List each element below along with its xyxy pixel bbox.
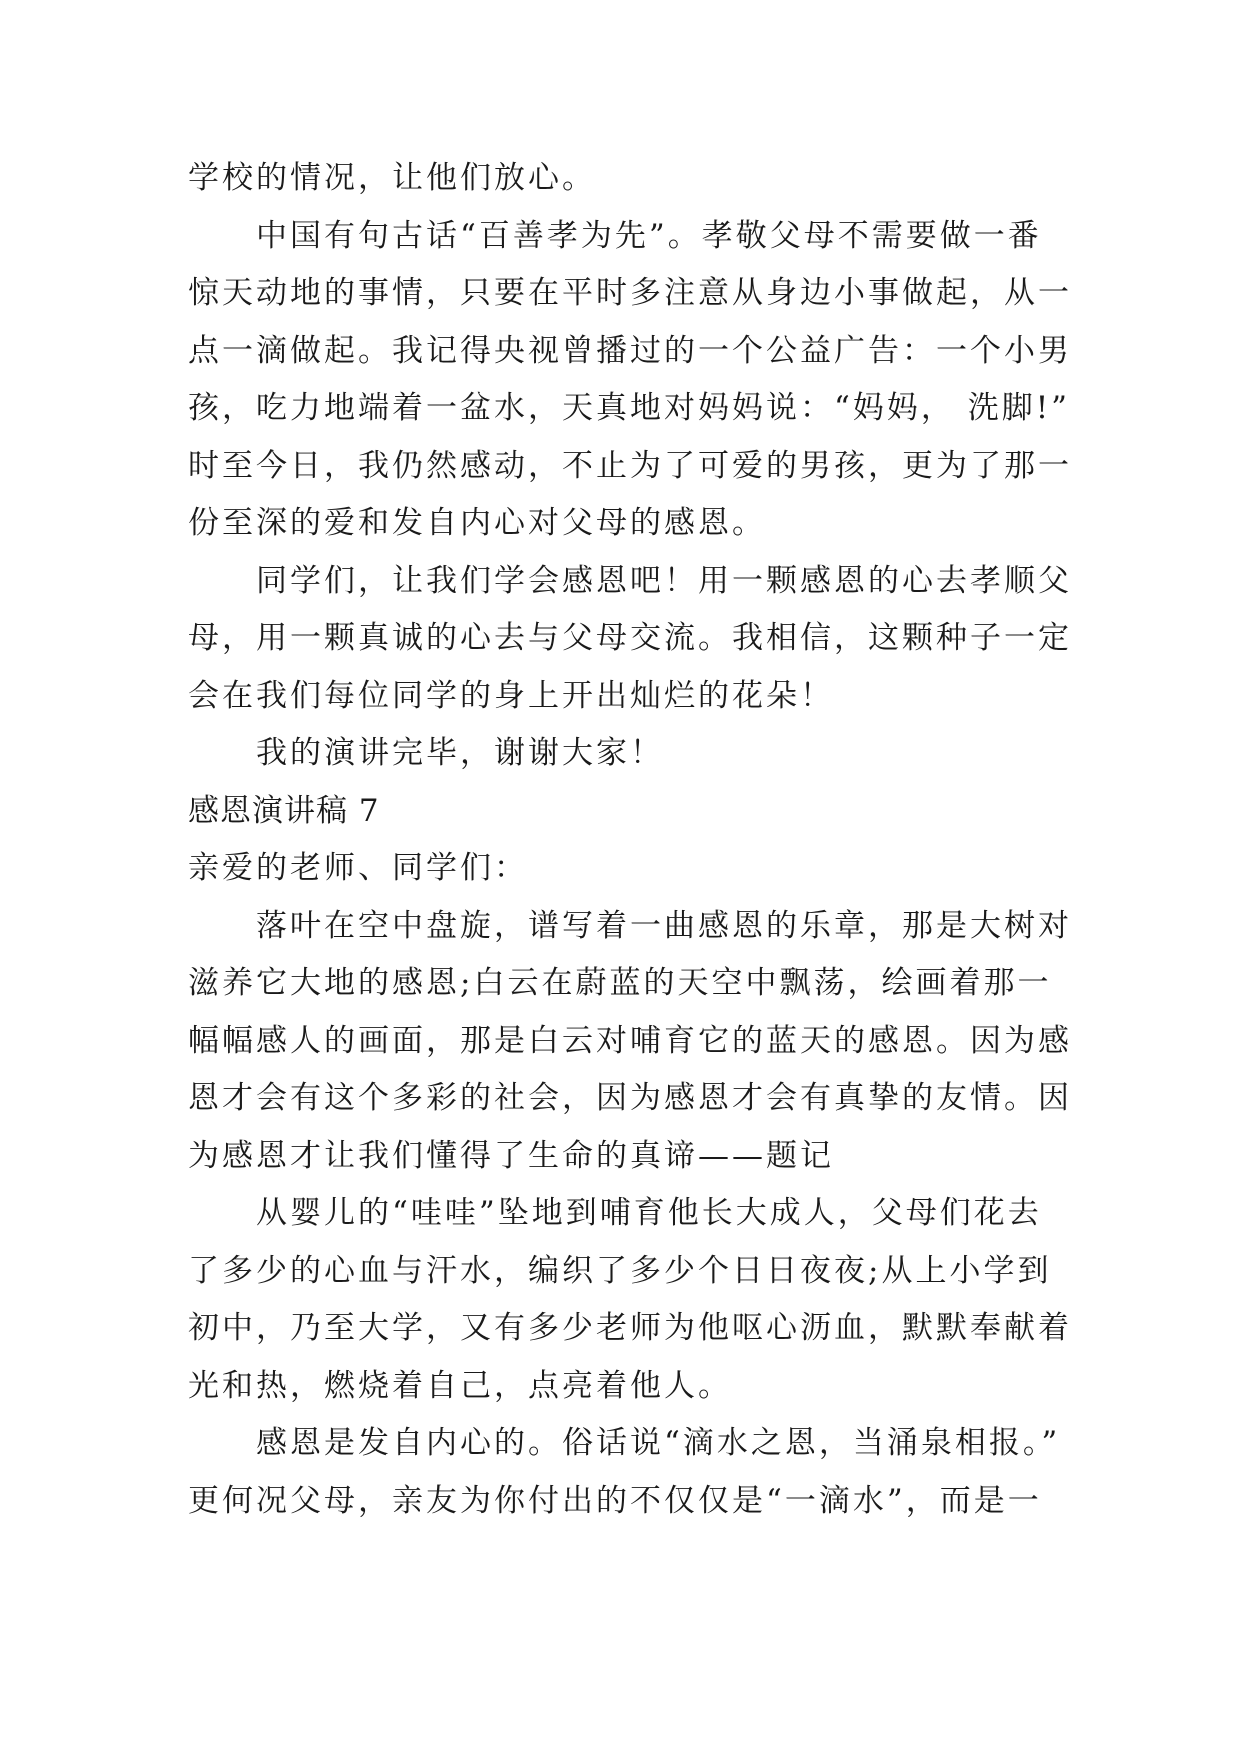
text-line: 更何况父母，亲友为你付出的不仅仅是“一滴水”，而是一 [188,1482,1042,1519]
text-line: 滋养它大地的感恩;白云在蔚蓝的天空中飘荡，绘画着那一 [188,965,1052,1001]
paragraph-first-line: 从婴儿的“哇哇”坠地到哺育他长大成人，父母们花去 [256,1195,1042,1231]
salutation: 亲爱的老师、同学们： [188,850,528,886]
paragraph-first-line: 落叶在空中盘旋，谱写着一曲感恩的乐章，那是大树对 [256,907,1072,944]
text-line: 了多少的心血与汗水，编织了多少个日日夜夜;从上小学到 [188,1252,1052,1289]
text-line: 为感恩才让我们懂得了生命的真谛——题记 [188,1137,834,1174]
section-heading: 感恩演讲稿 7 [188,792,380,829]
text-line: 孩，吃力地端着一盆水，天真地对妈妈说：“妈妈， 洗脚!” [188,390,1071,426]
text-line: 会在我们每位同学的身上开出灿烂的花朵！ [188,677,834,714]
text-line: 恩才会有这个多彩的社会，因为感恩才会有真挚的友情。因 [188,1080,1072,1116]
text-line: 份至深的爱和发自内心对父母的感恩。 [188,505,766,541]
text-line: 幅幅感人的画面，那是白云对哺育它的蓝天的感恩。因为感 [188,1022,1072,1059]
text-line: 点一滴做起。我记得央视曾播过的一个公益广告：一个小男 [188,332,1072,369]
paragraph-first-line: 感恩是发自内心的。俗话说“滴水之恩，当涌泉相报。” [256,1425,1061,1461]
paragraph-first-line: 同学们，让我们学会感恩吧！用一颗感恩的心去孝顺父 [256,562,1072,599]
document-body [188,150,1072,1530]
text-line: 初中，乃至大学，又有多少老师为他呕心沥血，默默奉献着 [188,1310,1072,1346]
text-line: 学校的情况，让他们放心。 [188,160,596,196]
text-line: 惊天动地的事情，只要在平时多注意从身边小事做起，从一 [188,275,1072,311]
paragraph-first-line: 我的演讲完毕，谢谢大家！ [256,735,664,771]
text-line: 光和热，燃烧着自己，点亮着他人。 [188,1367,732,1404]
paragraph-first-line: 中国有句古话“百善孝为先”。孝敬父母不需要做一番 [256,217,1042,254]
text-line: 母，用一颗真诚的心去与父母交流。我相信，这颗种子一定 [188,620,1072,656]
text-line: 时至今日，我仍然感动，不止为了可爱的男孩，更为了那一 [188,447,1072,484]
